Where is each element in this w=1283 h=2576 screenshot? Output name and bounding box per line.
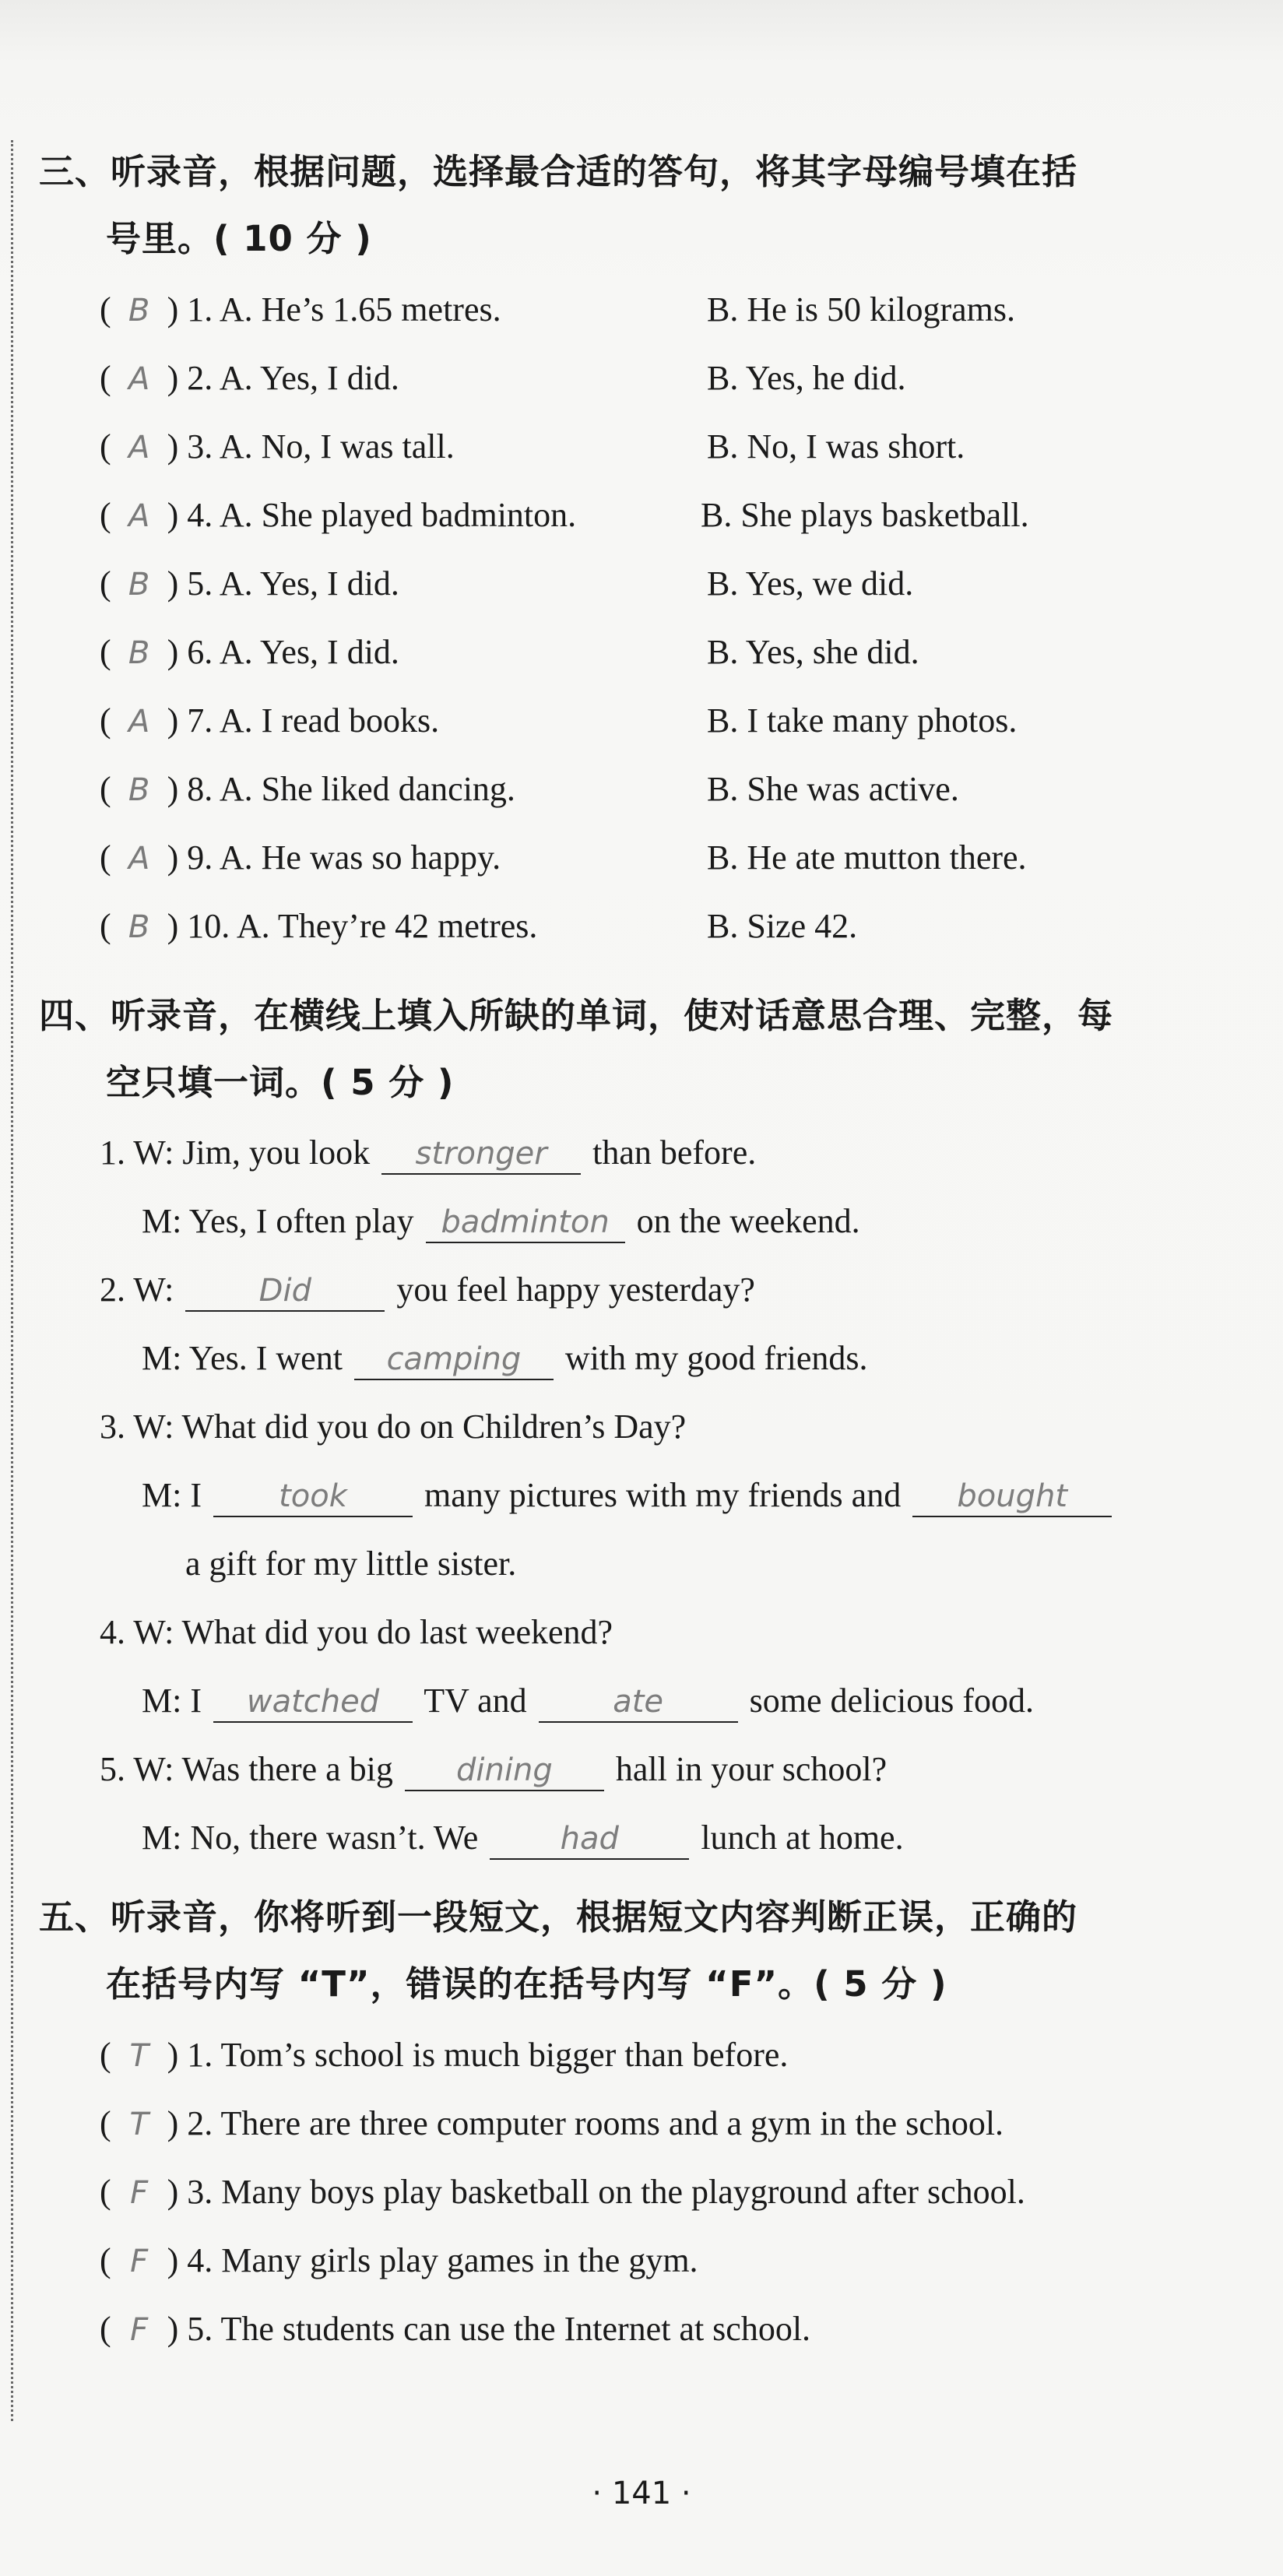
answer-slot[interactable]: F: [130, 2175, 149, 2211]
judgement-row: [100, 2158, 1025, 2226]
judgement-row: [100, 2226, 698, 2295]
judgement-row: [100, 2021, 788, 2089]
section5-title-line2: 在括号内写 “T”，错误的在括号内写 “F”。( 5 分 ): [106, 1963, 947, 2005]
section3-title-line1: 三、听录音，根据问题，选择最合适的答句，将其字母编号填在括: [39, 151, 1078, 192]
statement-text: ) 4. Many girls play games in the gym.: [167, 2241, 698, 2279]
open-paren: (: [100, 2241, 111, 2279]
page-number: · 141 ·: [592, 2476, 691, 2511]
open-paren: (: [100, 838, 111, 877]
option-b: B. She plays basketball.: [701, 496, 1029, 534]
answer-slot[interactable]: F: [130, 2312, 149, 2348]
answer-slot[interactable]: B: [128, 635, 150, 671]
open-paren: (: [100, 770, 111, 808]
answer-slot[interactable]: B: [128, 293, 150, 329]
open-paren: (: [100, 496, 111, 534]
dialog-line: 4. W: What did you do last weekend?: [100, 1613, 613, 1651]
section3-title-line2: 号里。( 10 分 ): [106, 218, 372, 259]
dialog-line: 1. W: Jim, you look stronger than before.: [100, 1119, 756, 1187]
answer-slot[interactable]: B: [128, 567, 150, 603]
section5-title-line1: 五、听录音，你将听到一段短文，根据短文内容判断正误，正确的: [39, 1896, 1078, 1938]
dialog-line: M: Yes. I went camping with my good friends.: [142, 1324, 868, 1393]
open-paren: (: [100, 564, 111, 603]
answer-blank[interactable]: stronger: [381, 1130, 581, 1175]
answer-slot[interactable]: B: [128, 772, 150, 808]
open-paren: (: [100, 359, 111, 397]
section3-title: [39, 139, 1238, 272]
answer-blank[interactable]: watched: [213, 1678, 413, 1723]
option-b: B. Yes, she did.: [707, 633, 919, 671]
statement-text: ) 2. There are three computer rooms and a gym in the school.: [167, 2104, 1004, 2142]
answer-blank[interactable]: bought: [912, 1472, 1112, 1517]
answer-slot[interactable]: T: [129, 2107, 149, 2142]
question-row: [100, 892, 1252, 961]
option-a: ) 8. A. She liked dancing.: [167, 770, 515, 808]
answer-blank[interactable]: badminton: [426, 1198, 625, 1243]
dialog-line: 5. W: Was there a big dining hall in your school?: [100, 1735, 887, 1804]
open-paren: (: [100, 290, 111, 329]
judgement-row: [100, 2295, 810, 2363]
answer-slot[interactable]: A: [128, 704, 150, 740]
question-row: [100, 824, 1252, 892]
question-row: [100, 481, 1252, 550]
open-paren: (: [100, 2310, 111, 2348]
option-a: ) 10. A. They’re 42 metres.: [167, 907, 538, 945]
section4-title: [39, 982, 1238, 1116]
dialog-line: a gift for my little sister.: [185, 1545, 517, 1583]
statement-text: ) 5. The students can use the Internet at school.: [167, 2310, 811, 2348]
question-row: [100, 413, 1252, 481]
option-a: ) 9. A. He was so happy.: [167, 838, 501, 877]
section4-title-line2: 空只填一词。( 5 分 ): [106, 1062, 455, 1103]
dialog-line: M: No, there wasn’t. We had lunch at home.: [142, 1804, 904, 1872]
option-b: B. I take many photos.: [707, 701, 1018, 740]
answer-slot[interactable]: B: [128, 909, 150, 945]
judgement-row: [100, 2089, 1004, 2158]
option-a: ) 1. A. He’s 1.65 metres.: [167, 290, 501, 329]
question-row: [100, 550, 1252, 618]
question-row: [100, 618, 1252, 687]
option-a: ) 3. A. No, I was tall.: [167, 427, 455, 466]
answer-blank[interactable]: had: [490, 1815, 689, 1860]
option-b: B. Size 42.: [707, 907, 858, 945]
open-paren: (: [100, 2173, 111, 2211]
statement-text: ) 1. Tom’s school is much bigger than before.: [167, 2036, 789, 2074]
open-paren: (: [100, 633, 111, 671]
open-paren: (: [100, 427, 111, 466]
option-b: B. No, I was short.: [707, 427, 965, 466]
option-a: ) 5. A. Yes, I did.: [167, 564, 399, 603]
answer-blank[interactable]: took: [213, 1472, 413, 1517]
open-paren: (: [100, 701, 111, 740]
option-b: B. She was active.: [707, 770, 959, 808]
dialog-line: 2. W: Did you feel happy yesterday?: [100, 1256, 755, 1324]
statement-text: ) 3. Many boys play basketball on the playground after school.: [167, 2173, 1025, 2211]
section4-title-line1: 四、听录音，在横线上填入所缺的单词，使对话意思合理、完整，每: [39, 995, 1114, 1036]
option-a: ) 7. A. I read books.: [167, 701, 440, 740]
open-paren: (: [100, 2104, 111, 2142]
option-b: B. Yes, he did.: [707, 359, 906, 397]
option-a: ) 2. A. Yes, I did.: [167, 359, 399, 397]
open-paren: (: [100, 2036, 111, 2074]
answer-slot[interactable]: T: [129, 2038, 149, 2074]
answer-blank[interactable]: Did: [185, 1267, 385, 1312]
dialog-line: M: Yes, I often play badminton on the weekend.: [142, 1187, 860, 1256]
answer-blank[interactable]: camping: [354, 1335, 554, 1380]
answer-blank[interactable]: ate: [539, 1678, 738, 1723]
binding-dotted-line: [11, 140, 13, 2421]
dialog-line: 3. W: What did you do on Children’s Day?: [100, 1407, 687, 1446]
question-row: [100, 687, 1252, 755]
open-paren: (: [100, 907, 111, 945]
option-b: B. He is 50 kilograms.: [707, 290, 1015, 329]
option-b: B. He ate mutton there.: [707, 838, 1027, 877]
dialog-line: M: I watched TV and ate some delicious food.: [142, 1667, 1034, 1735]
option-b: B. Yes, we did.: [707, 564, 914, 603]
option-a: ) 6. A. Yes, I did.: [167, 633, 399, 671]
answer-blank[interactable]: dining: [405, 1746, 604, 1791]
option-a: ) 4. A. She played badminton.: [167, 496, 577, 534]
answer-slot[interactable]: A: [128, 361, 150, 397]
section5-title: [39, 1884, 1238, 2018]
answer-slot[interactable]: A: [128, 498, 150, 534]
question-row: [100, 344, 1252, 413]
answer-slot[interactable]: A: [128, 841, 150, 877]
answer-slot[interactable]: F: [130, 2244, 149, 2279]
answer-slot[interactable]: A: [128, 430, 150, 466]
dialog-line: M: I took many pictures with my friends and bought: [142, 1461, 1115, 1530]
question-row: [100, 276, 1252, 344]
question-row: [100, 755, 1252, 824]
